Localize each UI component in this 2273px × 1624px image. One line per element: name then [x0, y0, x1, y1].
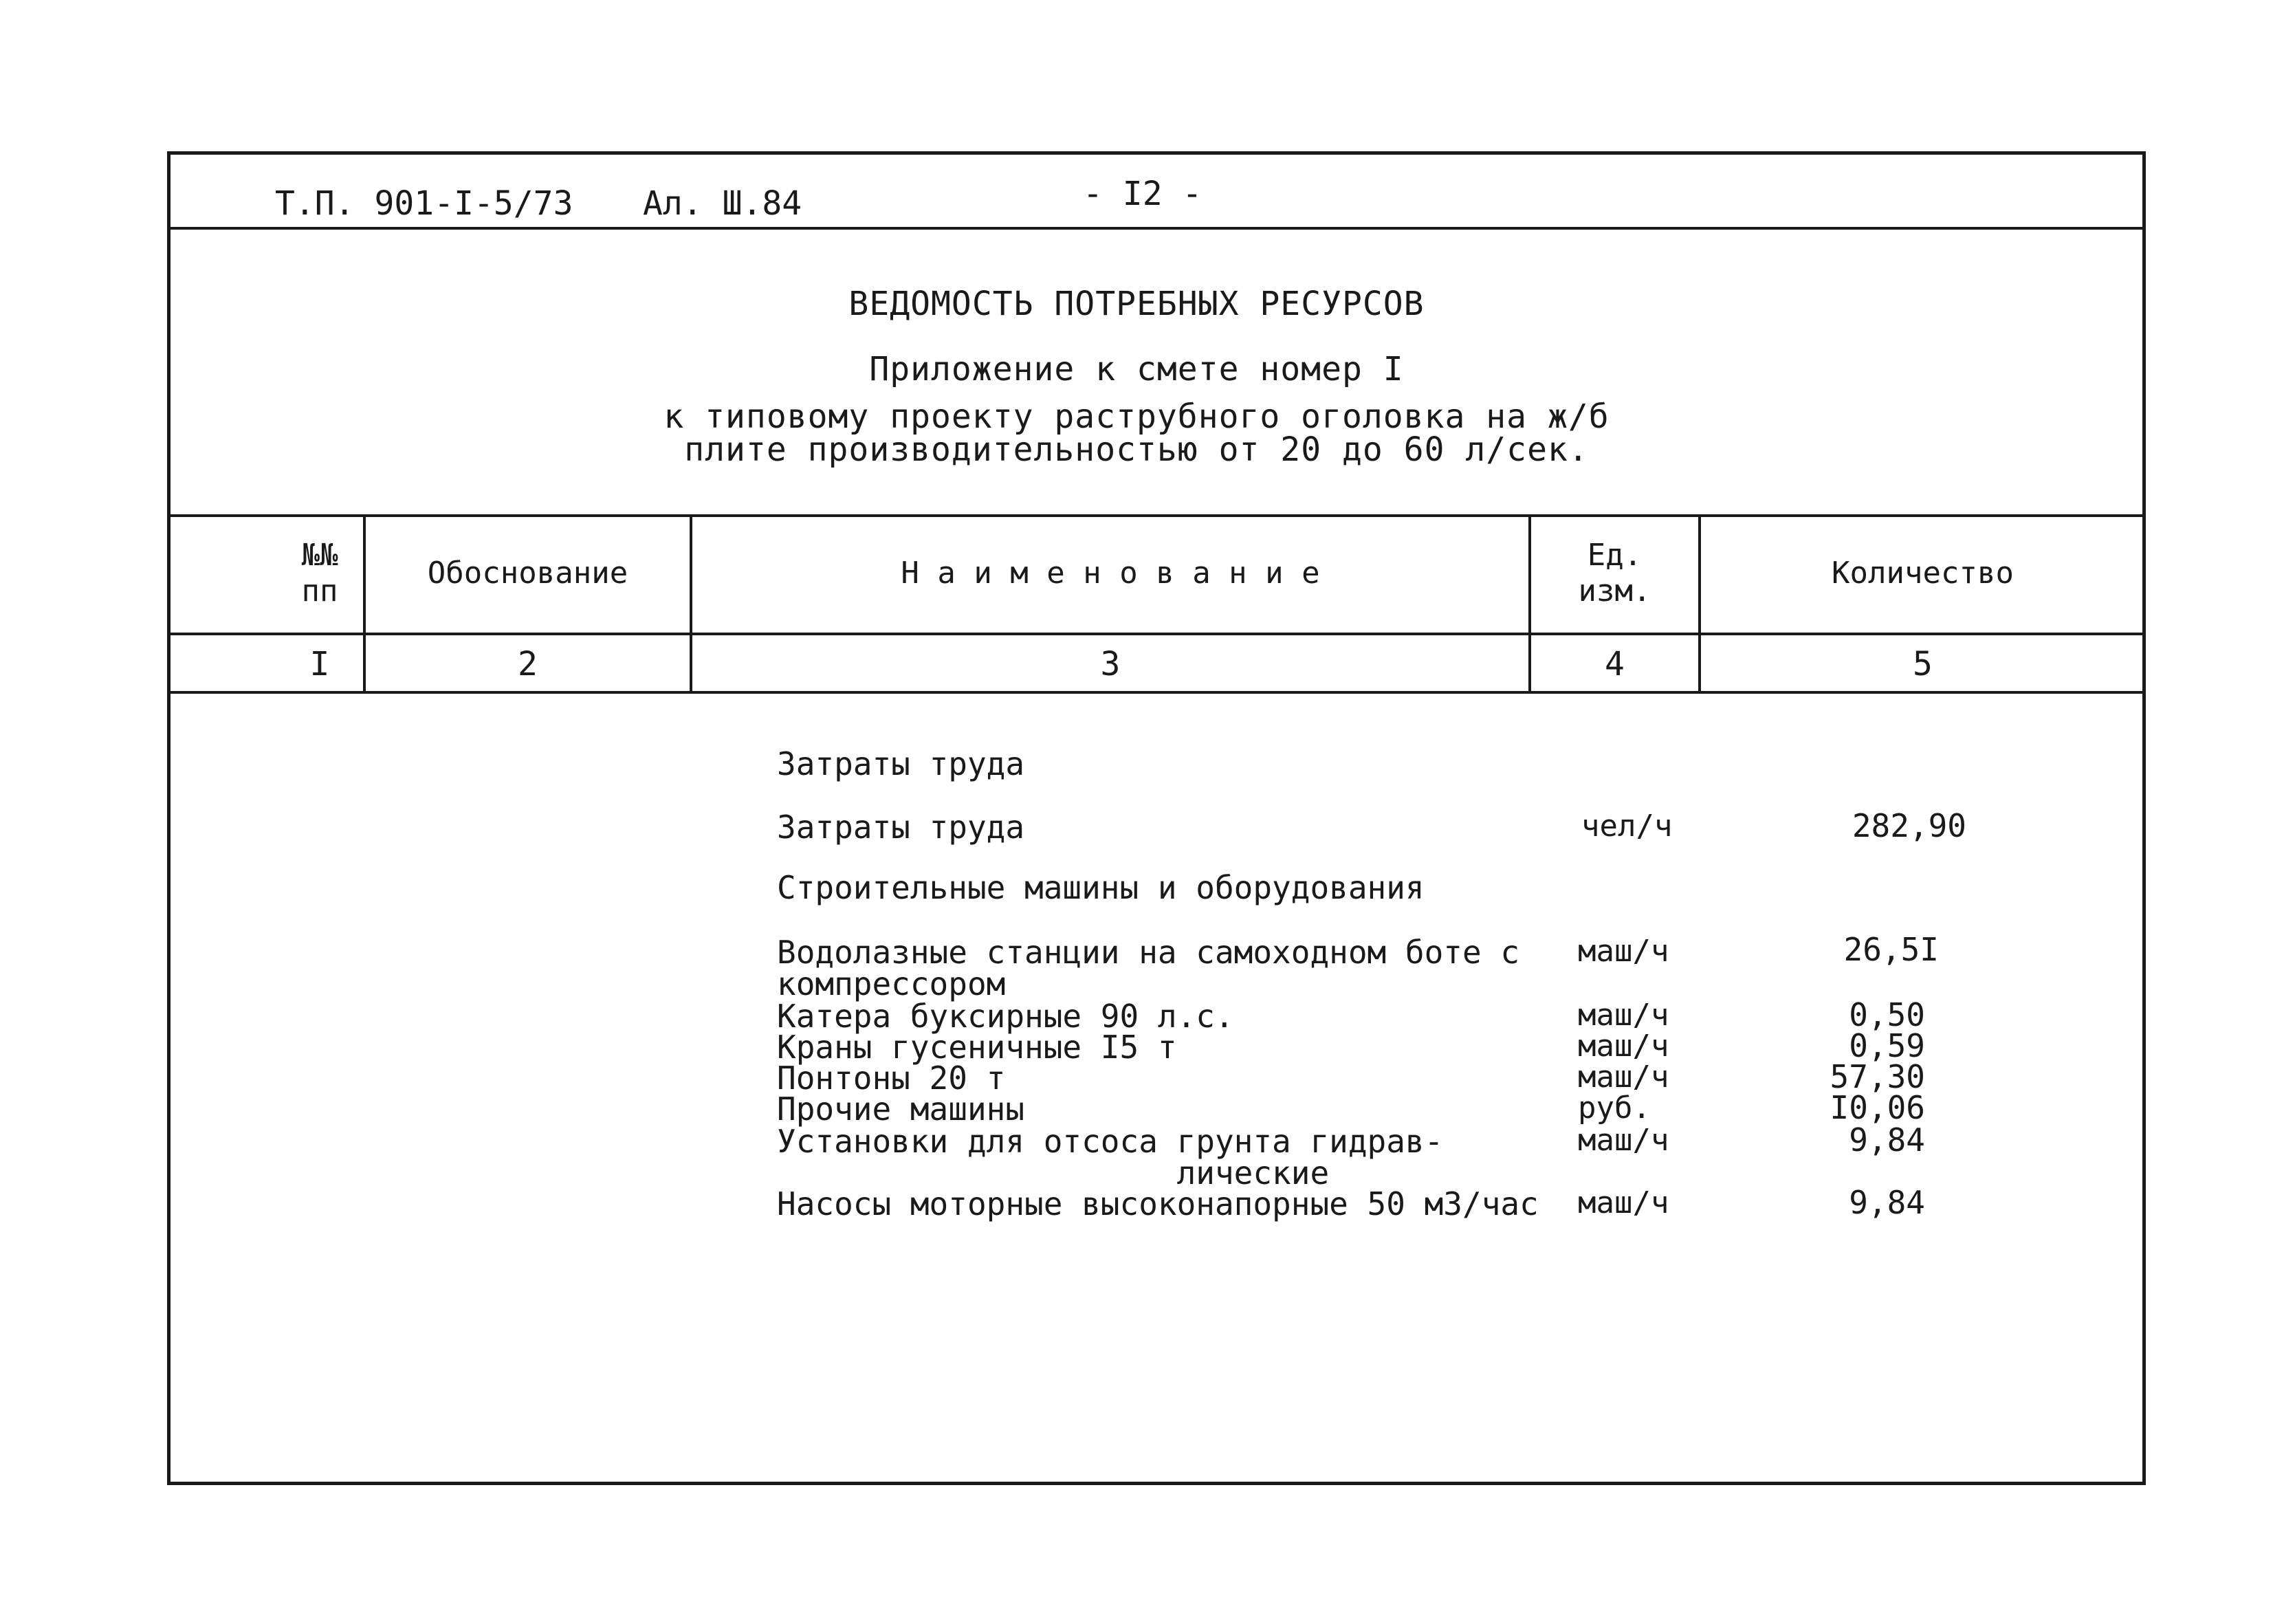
column-header-name: Н а и м е н о в а н и е [901, 556, 1320, 591]
table-header-rule [168, 633, 2144, 635]
document-description-line2: плите производительностью от 20 до 60 л/сек. [684, 430, 1589, 469]
album-number: Ал. Ш.84 [643, 184, 802, 223]
page-number: - I2 - [1083, 175, 1203, 213]
table-row-unit: маш/ч [1578, 934, 1669, 969]
column-number-5: 5 [1913, 645, 1933, 683]
column-number-4: 4 [1605, 645, 1625, 683]
table-row-name: Прочие машины [777, 1090, 1025, 1128]
table-row-quantity: I0,06 [1830, 1089, 1925, 1126]
table-row-name: Насосы моторные высоконапорные 50 м3/час [777, 1185, 1539, 1222]
table-row-quantity: 0,59 [1849, 1027, 1925, 1064]
project-code: Т.П. 901-I-5/73 [275, 184, 573, 223]
section-heading-machines: Строительные машины и оборудования [777, 869, 1425, 906]
table-row-quantity: 9,84 [1849, 1121, 1925, 1159]
table-row-unit: руб. [1578, 1090, 1651, 1126]
table-colnum-rule [168, 691, 2144, 694]
document-title: ВЕДОМОСТЬ ПОТРЕБНЫХ РЕСУРСОВ [848, 285, 1425, 323]
table-row-name: Понтоны 20 т [777, 1060, 1006, 1097]
column-header-basis: Обоснование [427, 556, 628, 591]
column-number-2: 2 [518, 645, 538, 683]
table-row-name: Водолазные станции на самоходном боте с компрессором [777, 934, 1520, 1002]
table-row-unit: маш/ч [1578, 998, 1669, 1033]
table-row-unit: маш/ч [1578, 1185, 1669, 1220]
column-number-1: I [309, 645, 330, 683]
header-divider [168, 227, 2144, 230]
document-description-line1: к типовому проекту раструбного оголовка на ж/б [663, 397, 1610, 436]
table-row-name: Краны гусеничные I5 т [777, 1029, 1177, 1066]
column-header-number: №№ пп [301, 538, 338, 608]
table-row-unit: маш/ч [1578, 1060, 1669, 1095]
table-row-quantity: 0,50 [1849, 996, 1925, 1033]
column-header-quantity: Количество [1832, 556, 2014, 591]
table-row-name: Установки для отсоса грунта гидрав- лические [777, 1123, 1444, 1192]
column-header-unit: Ед. изм. [1578, 538, 1651, 608]
labor-row-name: Затраты труда [777, 809, 1025, 846]
table-row-unit: маш/ч [1578, 1123, 1669, 1158]
table-row-quantity: 9,84 [1849, 1184, 1925, 1221]
table-row-quantity: 57,30 [1830, 1058, 1925, 1095]
labor-row-unit: чел/ч [1581, 809, 1673, 844]
table-top-rule [168, 514, 2144, 517]
table-row-unit: маш/ч [1578, 1029, 1669, 1064]
section-heading-labor: Затраты труда [777, 745, 1025, 782]
table-row-name: Катера буксирные 90 л.с. [777, 998, 1234, 1035]
column-number-3: 3 [1100, 645, 1121, 683]
document-subtitle: Приложение к смете номер I [869, 350, 1404, 388]
table-row-quantity: 26,5I [1843, 931, 1939, 968]
labor-row-quantity: 282,90 [1852, 807, 1966, 844]
